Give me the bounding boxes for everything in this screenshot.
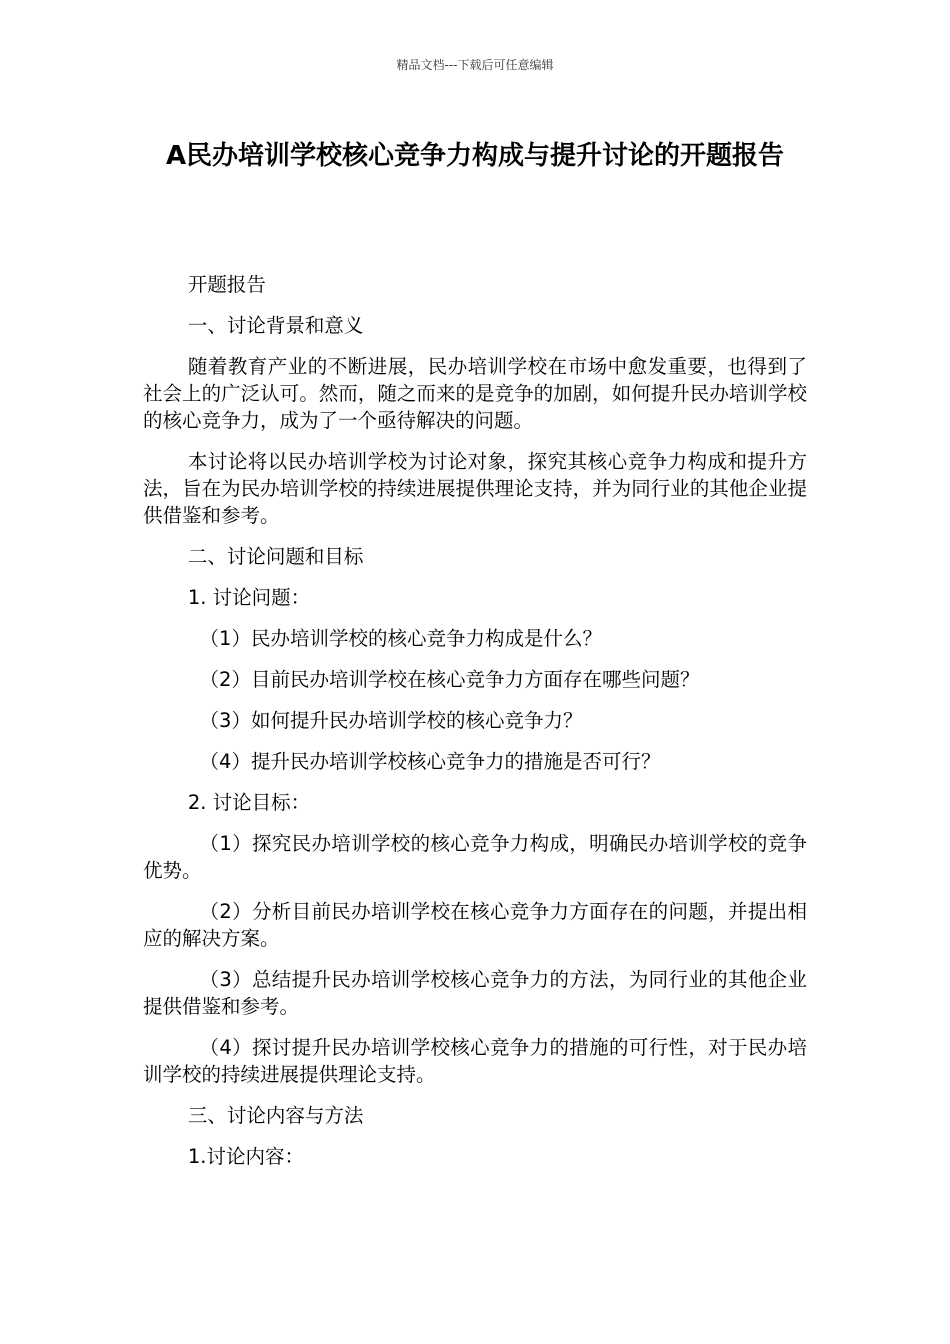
- list-item: （3）如何提升民办培训学校的核心竞争力？: [199, 709, 583, 732]
- subsection-heading: 2. 讨论目标：: [187, 791, 311, 814]
- page-header: 精品文档---下载后可任意编辑: [396, 58, 554, 72]
- section-heading: 三、讨论内容与方法: [187, 1104, 364, 1127]
- list-item: （2）分析目前民办培训学校在核心竞争力方面存在的问题，并提出相应的解决方案。: [143, 900, 807, 950]
- section-heading: 一、讨论背景和意义: [187, 314, 364, 337]
- subsection-heading: 1. 讨论问题：: [187, 586, 311, 609]
- list-item: （3）总结提升民办培训学校核心竞争力的方法，为同行业的其他企业提供借鉴和参考。: [143, 968, 807, 1018]
- section-heading: 二、讨论问题和目标: [187, 545, 364, 568]
- list-item: （4）提升民办培训学校核心竞争力的措施是否可行？: [199, 750, 661, 773]
- list-item: （4）探讨提升民办培训学校核心竞争力的措施的可行性，对于民办培训学校的持续进展提供理论支持。: [143, 1036, 807, 1086]
- document-title: A民办培训学校核心竞争力构成与提升讨论的开题报告: [165, 141, 785, 171]
- section-label: 开题报告: [187, 273, 266, 296]
- body-paragraph: 本讨论将以民办培训学校为讨论对象，探究其核心竞争力构成和提升方法，旨在为民办培训学校的持续进展提供理论支持，并为同行业的其他企业提供借鉴和参考。: [143, 450, 807, 527]
- document-body: [143, 271, 807, 1184]
- list-item: （2）目前民办培训学校在核心竞争力方面存在哪些问题？: [199, 668, 700, 691]
- list-item: （1）探究民办培训学校的核心竞争力构成，明确民办培训学校的竞争优势。: [143, 832, 807, 882]
- subsection-heading: 1.讨论内容：: [187, 1145, 304, 1168]
- body-paragraph: 随着教育产业的不断进展，民办培训学校在市场中愈发重要，也得到了社会上的广泛认可。然而，随之而来的是竞争的加剧，如何提升民办培训学校的核心竞争力，成为了一个亟待解决的问题。: [143, 355, 807, 432]
- list-item: （1）民办培训学校的核心竞争力构成是什么？: [199, 627, 602, 650]
